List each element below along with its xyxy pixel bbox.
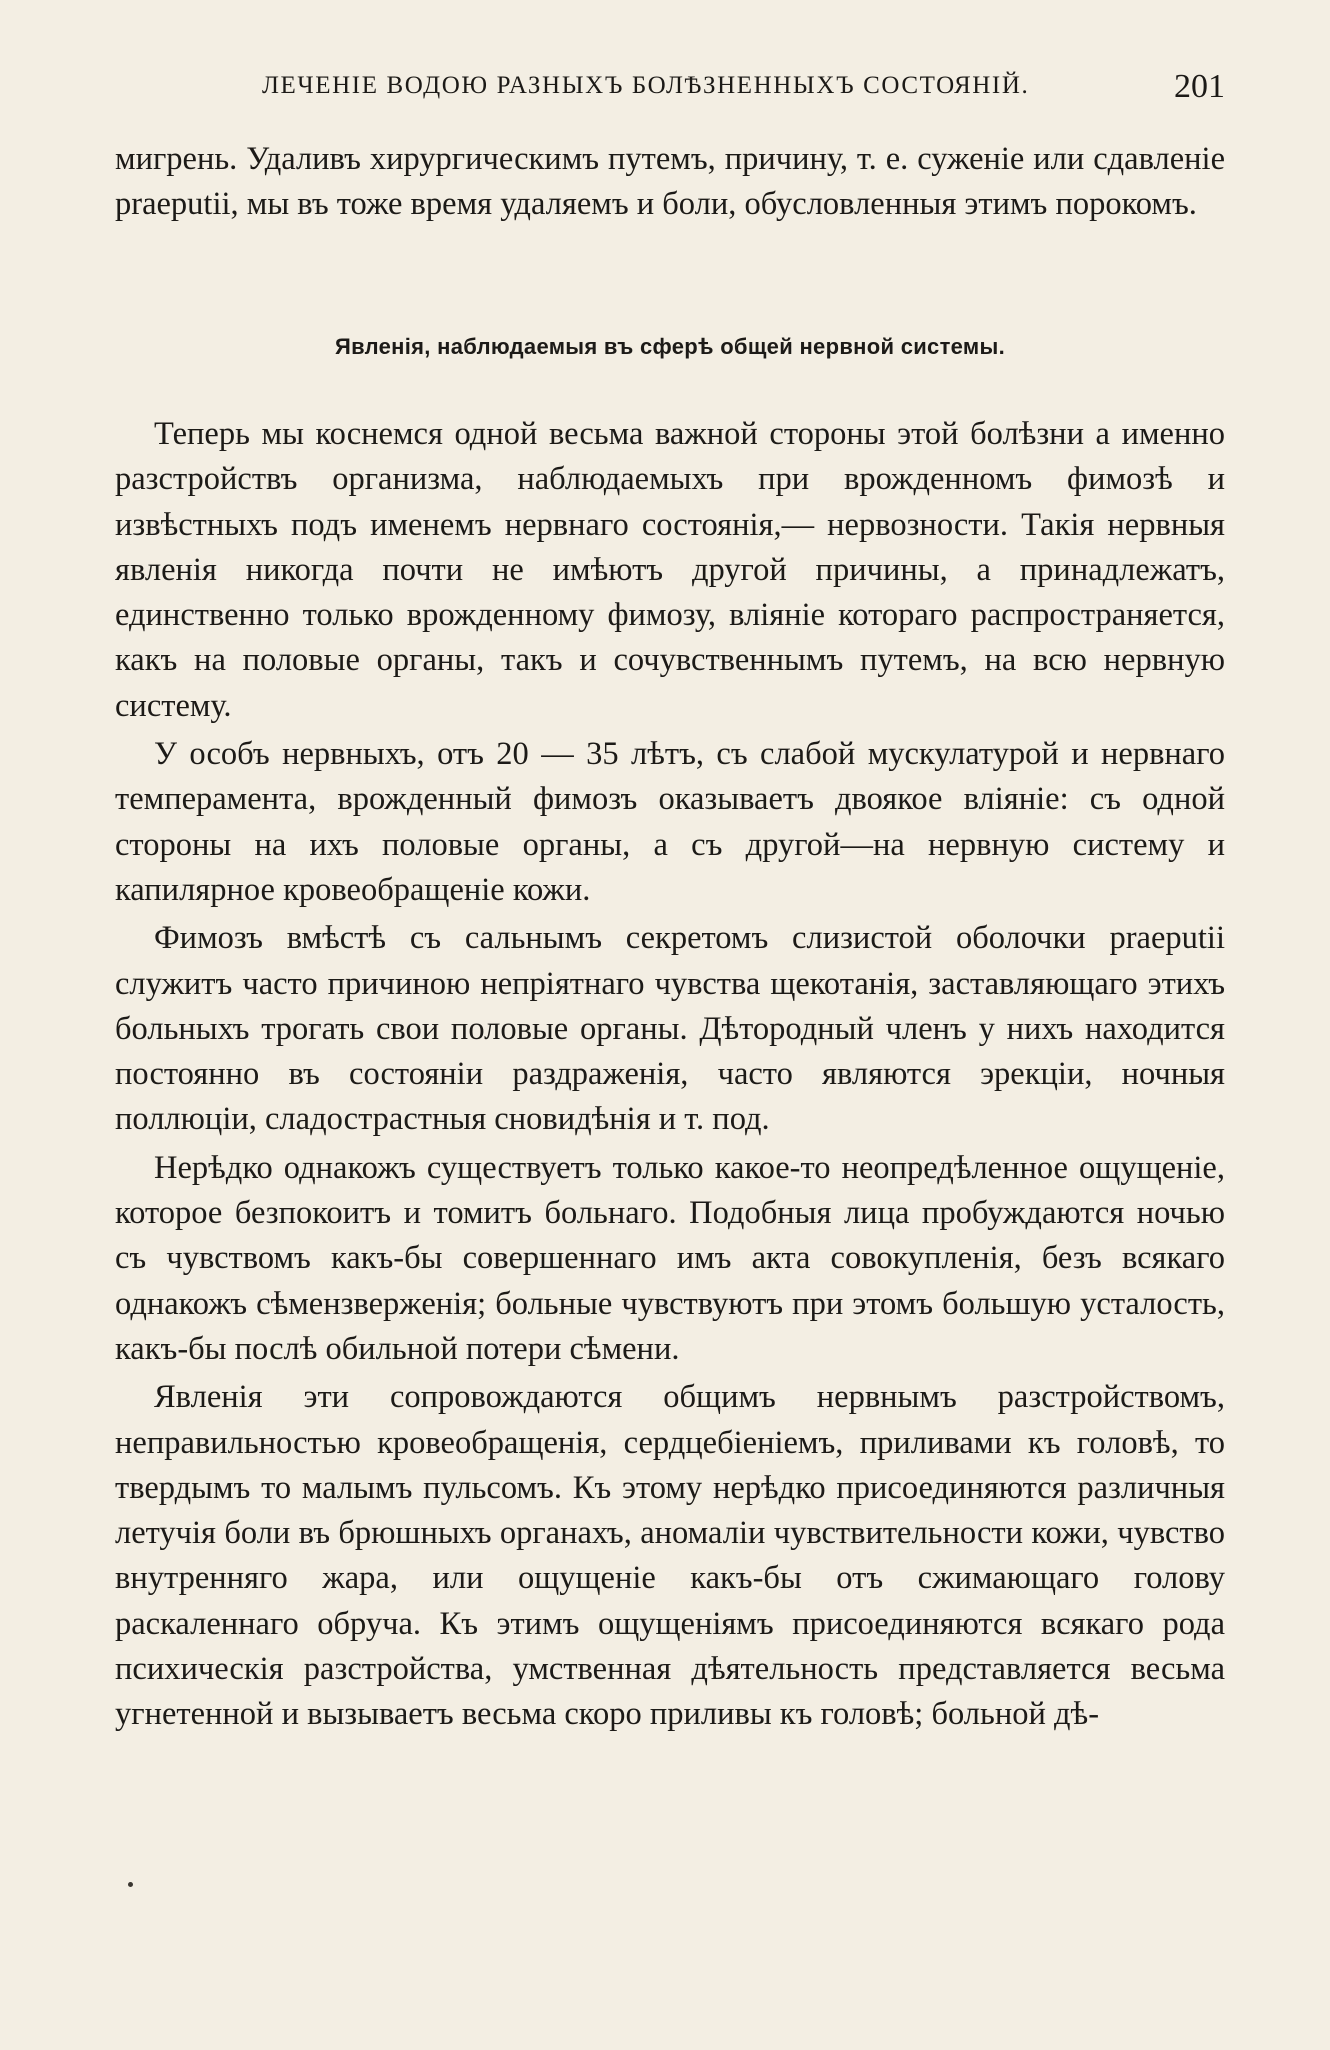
paragraph: Явленія эти сопровождаются общимъ нервнымъ разстройствомъ, неправильностью кровеобращенія, сердцебіеніемъ, приливами къ головѣ, то твердымъ то малымъ пульсомъ. Къ этому нерѣдко присоединяются различныя летучія боли въ брюшныхъ органахъ, аномаліи чувствительности кожи, чувство внутренняго жара, или ощущеніе какъ-бы отъ сжимающаго голову раскаленнаго обруча. Къ этимъ ощущеніямъ присоединяются всякаго рода психическія разстройства, умственная дѣятельность представляется весьма угнетенной и вызываетъ весьма скоро приливы къ головѣ; больной дѣ- — [115, 1379, 1225, 1733]
section-body — [115, 412, 1225, 1738]
section-heading: Явленія, наблюдаемыя въ сферѣ общей нервной системы. — [335, 334, 1005, 359]
paragraph: Нерѣдко однакожъ существуетъ только какое-то неопредѣленное ощущеніе, которое безпокоитъ и томитъ больнаго. Подобныя лица пробуждаются ночью съ чувствомъ какъ-бы совершеннаго имъ акта совокупленія, безъ всякаго однакожъ сѣмензверженія; больные чувствуютъ при этомъ большую усталость, какъ-бы послѣ обильной потери сѣмени. — [115, 1149, 1225, 1367]
running-head — [262, 68, 1225, 108]
ink-speck — [128, 1882, 133, 1887]
paragraph: У особъ нервныхъ, отъ 20 — 35 лѣтъ, съ слабой мускулатурой и нервнаго темперамента, врожденный фимозъ оказываетъ двоякое вліяніе: съ одной стороны на ихъ половые органы, а съ другой—на нервную систему и капилярное кровеобращеніе кожи. — [115, 736, 1225, 908]
running-head-title: ЛЕЧЕНІЕ ВОДОЮ РАЗНЫХЪ БОЛѢЗНЕННЫХЪ СОСТОЯНІЙ. — [262, 72, 1030, 99]
paragraph: мигрень. Удаливъ хирургическимъ путемъ, причину, т. е. суженіе или сдавленіе praeputii, мы въ тоже время удаляемъ и боли, обусловленныя этимъ порокомъ. — [115, 141, 1225, 223]
continued-text — [115, 137, 1225, 228]
paragraph: Теперь мы коснемся одной весьма важной стороны этой болѣзни a именно разстройствъ организма, наблюдаемыхъ при врожденномъ фимозѣ и извѣстныхъ подъ именемъ нервнаго состоянія,— нервозности. Такія нервныя явленія никогда почти не имѣютъ другой причины, а принадлежатъ, единственно только врожденному фимозу, вліяніе котораго распространяется, какъ на половые органы, такъ и сочувственнымъ путемъ, на всю нервную систему. — [115, 416, 1225, 724]
paragraph: Фимозъ вмѣстѣ съ сальнымъ секретомъ слизистой оболочки praeputii служитъ часто причиною непріятнаго чувства щекотанія, заставляющаго этихъ больныхъ трогать свои половые органы. Дѣтородный членъ у нихъ находится постоянно въ состояніи раздраженія, часто являются эрекціи, ночныя поллюціи, сладострастныя сновидѣнія и т. под. — [115, 920, 1225, 1138]
page-number: 201 — [1174, 68, 1225, 105]
